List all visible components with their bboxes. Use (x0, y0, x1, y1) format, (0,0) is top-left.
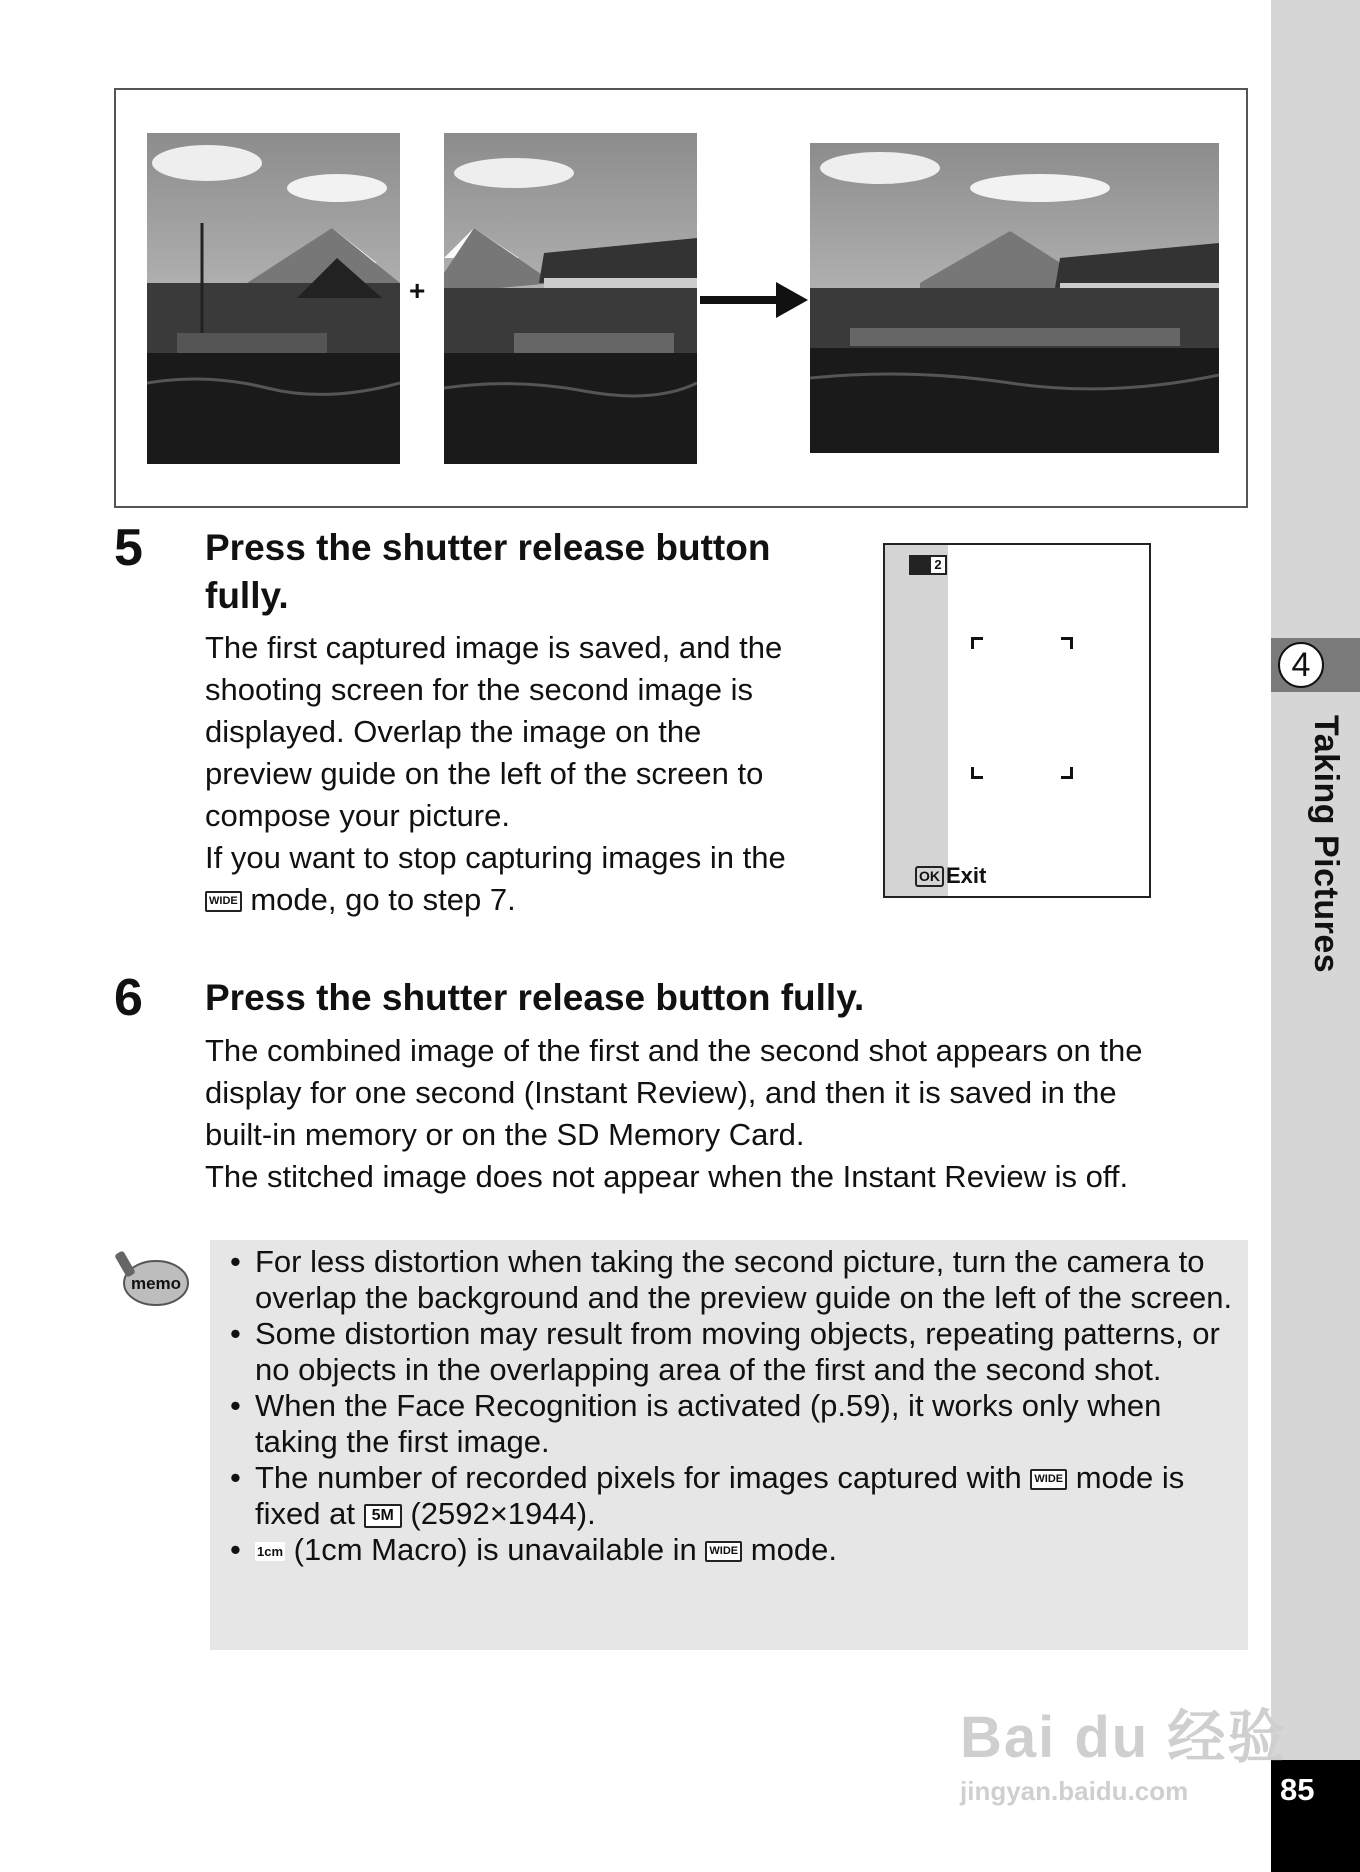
chapter-title: Taking Pictures (1307, 715, 1345, 974)
memo-label: memo (130, 1274, 182, 1293)
watermark-url: jingyan.baidu.com (960, 1776, 1189, 1806)
wide-mode-icon: WIDE (1030, 1469, 1067, 1490)
exit-hint (915, 863, 986, 889)
ok-button-icon: OK (915, 866, 944, 887)
step-6-line: built-in memory or on the SD Memory Card. (205, 1117, 805, 1152)
step-5-last-text: mode, go to step 7. (241, 882, 516, 917)
memo-icon (114, 1247, 190, 1309)
step-5-line: displayed. Overlap the image on the (205, 714, 702, 749)
step-5-line: The first captured image is saved, and the (205, 630, 783, 665)
step-5-line: If you want to stop capturing images in the (205, 840, 786, 875)
recorded-pixels-icon: 5M (364, 1504, 402, 1528)
memo-item: • Some distortion may result from moving objects, repeating patterns, or no objects in the overlapping area of the first and the second shot. (230, 1316, 1240, 1388)
wide-mode-icon: WIDE (205, 891, 242, 912)
step-5-line: shooting screen for the second image is (205, 672, 753, 707)
memo-item-4-post: (2592×1944). (401, 1496, 596, 1531)
memo-list (230, 1244, 1240, 1568)
focus-frame-corner-icon (1061, 767, 1073, 779)
step-5-line: compose your picture. (205, 798, 510, 833)
memo-item: • When the Face Recognition is activated (p.59), it works only when taking the first image. (230, 1388, 1240, 1460)
step-5-line (205, 879, 865, 921)
page-number: 85 (1280, 1772, 1315, 1807)
focus-frame-corner-icon (971, 637, 983, 649)
chapter-number: 4 (1278, 642, 1324, 688)
second-photo (444, 133, 697, 464)
memo-item-4-pre: The number of recorded pixels for images captured with (255, 1460, 1031, 1495)
frame-number: 2 (931, 557, 945, 573)
step-5-heading: Press the shutter release button fully. (205, 527, 771, 616)
step-5-body (205, 627, 865, 921)
focus-frame-corner-icon (971, 767, 983, 779)
macro-1cm-icon: 1cm (257, 1544, 284, 1560)
camera-screen-preview (883, 543, 1151, 898)
watermark-main: Bai du 经验 (960, 1705, 1288, 1770)
focus-frame-corner-icon (1061, 637, 1073, 649)
step-5-number: 5 (114, 519, 143, 577)
memo-item: • For less distortion when taking the second picture, turn the camera to overlap the background and the preview guide on the left of the screen. (230, 1244, 1240, 1316)
stitched-photo (810, 143, 1219, 453)
step-6-number: 6 (114, 969, 143, 1027)
step-6-line: display for one second (Instant Review), and then it is saved in the (205, 1075, 1117, 1110)
step-6-line: The stitched image does not appear when the Instant Review is off. (205, 1159, 1129, 1194)
step-6-body (205, 1030, 1265, 1198)
memo-item-5-mid: (1cm Macro) is unavailable in (285, 1532, 706, 1567)
memo-item-5-post: mode. (742, 1532, 837, 1567)
frame-number-badge (909, 555, 947, 575)
memo-item-4-mid: mode is fixed at (255, 1460, 1185, 1531)
step-5-line: preview guide on the left of the screen to (205, 756, 764, 791)
exit-label: Exit (946, 863, 987, 888)
baidu-watermark (960, 1690, 1287, 1807)
step-6-heading: Press the shutter release button fully. (205, 977, 865, 1018)
memo-item (230, 1532, 1240, 1568)
plus-sign: + (409, 275, 426, 306)
memo-item (230, 1460, 1240, 1532)
first-photo (147, 133, 400, 464)
wide-mode-icon: WIDE (705, 1541, 742, 1562)
right-arrow-icon (700, 280, 808, 320)
step-6-line: The combined image of the first and the second shot appears on the (205, 1033, 1143, 1068)
preview-guide (885, 545, 948, 896)
